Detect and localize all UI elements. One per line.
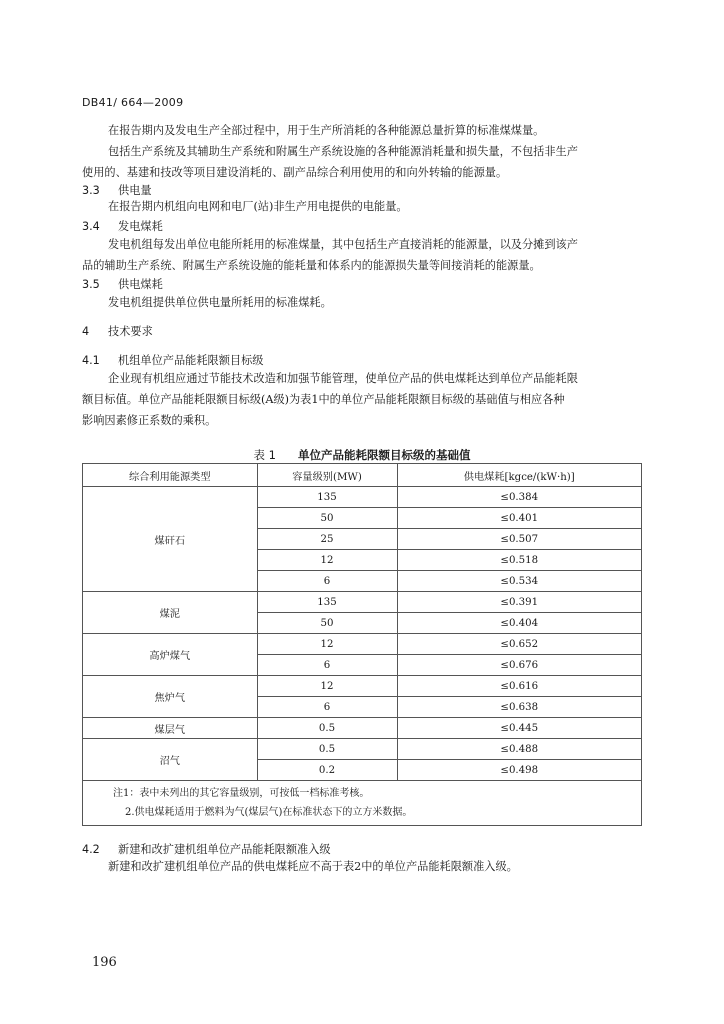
paragraph-supply-coal: 发电机组提供单位供电量所耗用的标准煤耗。 xyxy=(108,296,332,309)
table-note: 2.供电煤耗适用于燃料为气(煤层气)在标准状态下的立方米数据。 xyxy=(125,807,413,818)
coal-value-cell: ≤0.507 xyxy=(397,529,641,550)
table-row xyxy=(83,718,642,739)
table-label: 表 1 xyxy=(253,448,276,462)
table-caption xyxy=(0,447,724,463)
coal-value-cell: ≤0.518 xyxy=(397,550,641,571)
page-number: 196 xyxy=(92,955,117,970)
paragraph-target-1: 企业现有机组应通过节能技术改造和加强节能管理，使单位产品的供电煤耗达到单位产品能耗限 xyxy=(108,372,578,385)
section-title: 机组单位产品能耗限额目标级 xyxy=(118,354,264,367)
table-row xyxy=(83,634,642,655)
paragraph-scope-2: 使用的、基建和技改等项目建设消耗的、副产品综合利用使用的和向外转输的能源量。 xyxy=(82,166,508,179)
section-number: 3.5 xyxy=(82,278,100,291)
section-number: 3.3 xyxy=(82,184,100,197)
header-coal-consumption: 供电煤耗[kgce/(kW·h)] xyxy=(397,464,641,487)
paragraph-entry-level: 新建和改扩建机组单位产品的供电煤耗应不高于表2中的单位产品能耗限额准入级。 xyxy=(108,860,518,873)
capacity-cell: 6 xyxy=(257,655,397,676)
coal-value-cell: ≤0.638 xyxy=(397,697,641,718)
section-4-heading xyxy=(82,323,153,339)
capacity-cell: 12 xyxy=(257,676,397,697)
coal-value-cell: ≤0.652 xyxy=(397,634,641,655)
header-capacity: 容量级别(MW) xyxy=(257,464,397,487)
coal-value-cell: ≤0.401 xyxy=(397,508,641,529)
capacity-cell: 0.5 xyxy=(257,739,397,760)
capacity-cell: 25 xyxy=(257,529,397,550)
capacity-cell: 135 xyxy=(257,487,397,508)
capacity-cell: 135 xyxy=(257,592,397,613)
coal-value-cell: ≤0.391 xyxy=(397,592,641,613)
table-row xyxy=(83,487,642,508)
section-title: 发电煤耗 xyxy=(118,220,163,233)
paragraph-gen-coal-2: 品的辅助生产系统、附属生产系统设施的能耗量和体系内的能源损失量等间接消耗的能源量。 xyxy=(82,259,541,272)
paragraph-gen-coal-1: 发电机组每发出单位电能所耗用的标准煤量，其中包括生产直接消耗的能源量，以及分摊到该产 xyxy=(108,238,578,251)
table-notes xyxy=(83,781,642,826)
capacity-cell: 6 xyxy=(257,571,397,592)
header-energy-type: 综合利用能源类型 xyxy=(83,464,258,487)
capacity-cell: 12 xyxy=(257,550,397,571)
section-title: 新建和改扩建机组单位产品能耗限额准入级 xyxy=(118,843,331,856)
table-row xyxy=(83,739,642,760)
capacity-cell: 6 xyxy=(257,697,397,718)
coal-value-cell: ≤0.616 xyxy=(397,676,641,697)
paragraph-target-2: 额目标值。单位产品能耗限额目标级(A级)为表1中的单位产品能耗限额目标级的基础值与相应各种 xyxy=(82,393,565,406)
table-row xyxy=(83,592,642,613)
doc-header-id: DB41/ 664—2009 xyxy=(82,96,184,109)
section-3-4-heading xyxy=(82,218,163,234)
coal-value-cell: ≤0.404 xyxy=(397,613,641,634)
section-number: 3.4 xyxy=(82,220,100,233)
section-4-2-heading xyxy=(82,841,331,857)
coal-value-cell: ≤0.498 xyxy=(397,760,641,781)
coal-value-cell: ≤0.445 xyxy=(397,718,641,739)
capacity-cell: 12 xyxy=(257,634,397,655)
table-row xyxy=(83,676,642,697)
section-title: 技术要求 xyxy=(108,325,153,338)
paragraph-scope-1: 包括生产系统及其辅助生产系统和附属生产系统设施的各种能源消耗量和损失量，不包括非生产 xyxy=(108,145,578,158)
coal-value-cell: ≤0.676 xyxy=(397,655,641,676)
section-number: 4 xyxy=(82,325,90,338)
section-number: 4.1 xyxy=(82,354,100,367)
capacity-cell: 50 xyxy=(257,508,397,529)
section-title: 供电煤耗 xyxy=(118,278,163,291)
paragraph-energy-total: 在报告期内及发电生产全部过程中，用于生产所消耗的各种能源总量折算的标准煤煤量。 xyxy=(108,124,545,137)
paragraph-target-3: 影响因素修正系数的乘积。 xyxy=(82,414,217,427)
section-number: 4.2 xyxy=(82,843,100,856)
capacity-cell: 0.2 xyxy=(257,760,397,781)
table-title: 单位产品能耗限额目标级的基础值 xyxy=(297,448,471,462)
category-cell: 煤矸石 xyxy=(83,487,258,592)
category-cell: 煤泥 xyxy=(83,592,258,634)
category-cell: 焦炉气 xyxy=(83,676,258,718)
capacity-cell: 0.5 xyxy=(257,718,397,739)
section-3-5-heading xyxy=(82,276,163,292)
table-note: 注1：表中未列出的其它容量级别，可按低一档标准考核。 xyxy=(113,788,370,799)
section-4-1-heading xyxy=(82,352,263,368)
coal-value-cell: ≤0.488 xyxy=(397,739,641,760)
category-cell: 沼气 xyxy=(83,739,258,781)
section-title: 供电量 xyxy=(118,184,152,197)
table-notes-row xyxy=(83,781,642,826)
coal-value-cell: ≤0.534 xyxy=(397,571,641,592)
energy-consumption-table xyxy=(82,463,642,826)
category-cell: 煤层气 xyxy=(83,718,258,739)
category-cell: 高炉煤气 xyxy=(83,634,258,676)
coal-value-cell: ≤0.384 xyxy=(397,487,641,508)
paragraph-supply-power: 在报告期内机组向电网和电厂(站)非生产用电提供的电能量。 xyxy=(108,200,408,213)
table-header-row xyxy=(83,464,642,487)
capacity-cell: 50 xyxy=(257,613,397,634)
